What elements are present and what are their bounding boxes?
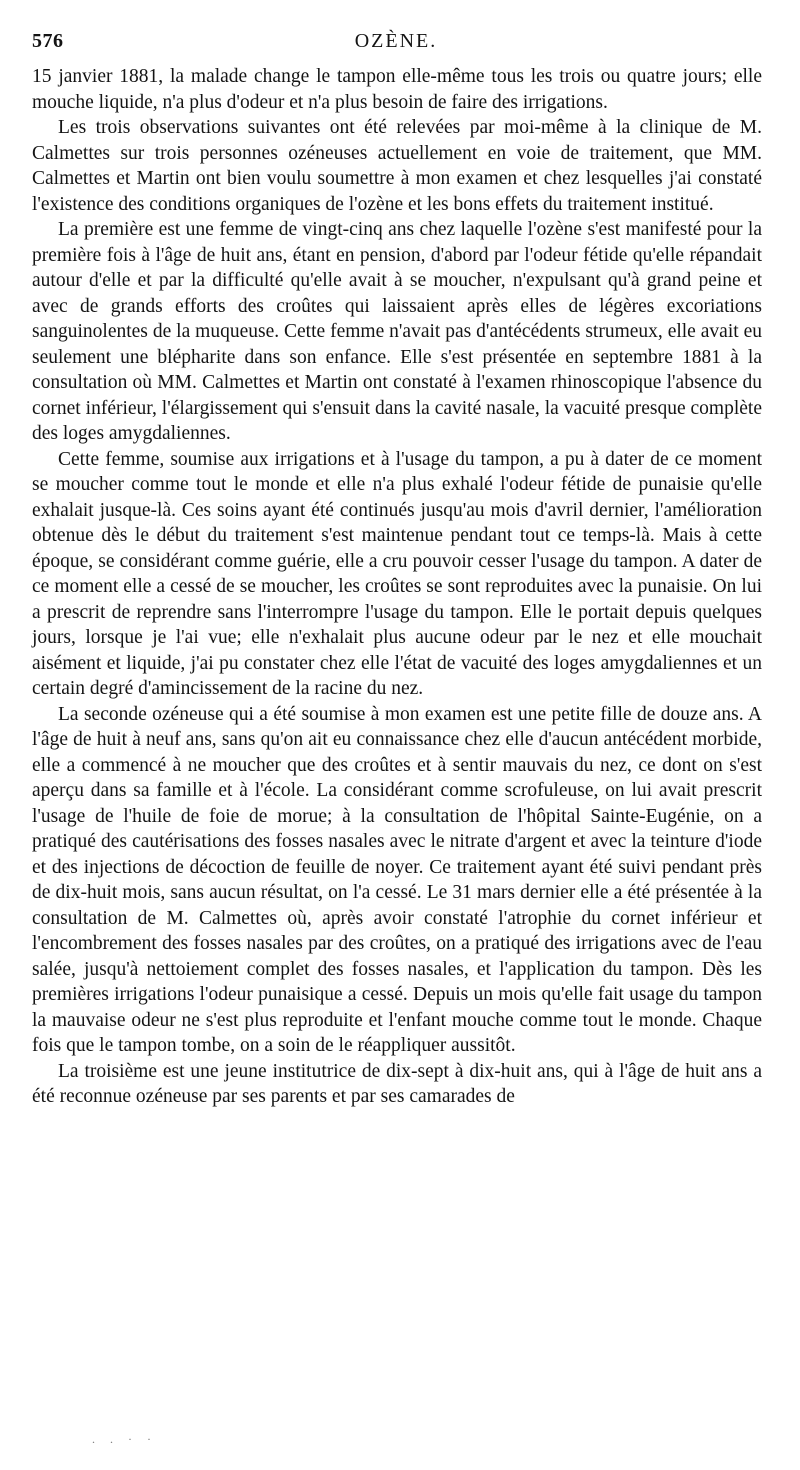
paragraph-continuation: 15 janvier 1881, la malade change le tampon elle-même tous les trois ou quatre jours; elle mouche liquide, n'a plus d'odeur et n'a plus besoin de faire des irrigations. <box>32 66 762 113</box>
page-number: 576 <box>32 30 64 52</box>
paragraph-first-patient-treatment: Cette femme, soumise aux irrigations et à l'usage du tampon, a pu à dater de ce moment se moucher comme tout le monde et elle n'a plus exhalé l'odeur fétide de punaisie qu'elle exhalait jusque-là. Ces soins ayant été continués jusqu'au mois d'avril dernier, l'amélioration obtenue dès le début du traitement s'est maintenue pendant tout ce temps-là. Mais à cette époque, se considérant comme guérie, elle a cru pouvoir cesser l'usage du tampon. A dater de ce moment elle a cessé de se moucher, les croûtes se sont reproduites avec la punaisie. On lui a prescrit de reprendre sans l'interrompre l'usage du tampon. Elle le portait depuis quelques jours, lorsque je l'ai vue; elle n'exhalait plus aucune odeur par le nez et elle mouchait aisément et liquide, j'ai pu constater chez elle l'état de vacuité des loges amygdaliennes et un certain degré d'amincissement de la racine du nez. <box>32 448 762 699</box>
paragraph-third-patient: La troisième est une jeune institutrice de dix-sept à dix-huit ans, qui à l'âge de huit ans a été reconnue ozéneuse par ses parents et par ses camarades de <box>32 1060 762 1107</box>
paragraph-first-patient: La première est une femme de vingt-cinq ans chez laquelle l'ozène s'est manifesté pour la première fois à l'âge de huit ans, étant en pension, d'abord par l'odeur fétide qu'elle répandait autour d'elle et par la difficulté qu'elle avait à se moucher, n'expulsant qu'à grand peine et avec de grands efforts des croûtes qui laissaient après elles de légères excoriations sanguinolentes de la muqueuse. Cette femme n'avait pas d'antécédents strumeux, elle avait eu seulement une blépharite dans son enfance. Elle s'est présentée en septembre 1881 à la consultation où MM. Calmettes et Martin ont constaté à l'examen rhinoscopique l'absence du cornet inférieur, l'élargissement qui s'ensuit dans la cavité nasale, la vacuité presque complète des loges amygdaliennes. <box>32 219 762 444</box>
body-text <box>32 64 762 1110</box>
page-header <box>32 30 760 58</box>
footer-marks: . . · · <box>92 1432 157 1446</box>
paragraph-observations-intro: Les trois observations suivantes ont été relevées par moi-même à la clinique de M. Calmettes sur trois personnes ozéneuses actuellement en voie de traitement, que MM. Calmettes et Martin ont bien voulu soumettre à mon examen et chez lesquelles j'ai constaté l'existence des conditions organiques de l'ozène et les bons effets du traitement institué. <box>32 117 762 215</box>
running-title: OZÈNE. <box>354 30 438 52</box>
paragraph-second-patient: La seconde ozéneuse qui a été soumise à mon examen est une petite fille de douze ans. A l'âge de huit à neuf ans, sans qu'on ait eu connaissance chez elle d'aucun antécédent morbide, elle a commencé à ne moucher que des croûtes et à sentir mauvais du nez, ce dont on s'est aperçu dans sa famille et à l'école. La considérant comme scrofuleuse, on lui avait prescrit l'usage de l'huile de foie de morue; à la consultation de l'hôpital Sainte-Eugénie, on a pratiqué des cautérisations des fosses nasales avec le nitrate d'argent et avec la teinture d'iode et des injections de décoction de feuille de noyer. Ce traitement ayant été suivi pendant près de dix-huit mois, sans aucun résultat, on l'a cessé. Le 31 mars dernier elle a été présentée à la consultation de M. Calmettes où, après avoir constaté l'atrophie du cornet inférieur et l'encombrement des fosses nasales par des croûtes, on a pratiqué des irrigations avec de l'eau salée, jusqu'à nettoiement complet des fosses nasales, et l'application du tampon. Dès les premières irrigations l'odeur punaisique a cessé. Depuis un mois qu'elle fait usage du tampon la mauvaise odeur ne s'est plus reproduite et l'enfant mouche comme tout le monde. Chaque fois que le tampon tombe, on a soin de le réappliquer aussitôt. <box>32 703 762 1056</box>
